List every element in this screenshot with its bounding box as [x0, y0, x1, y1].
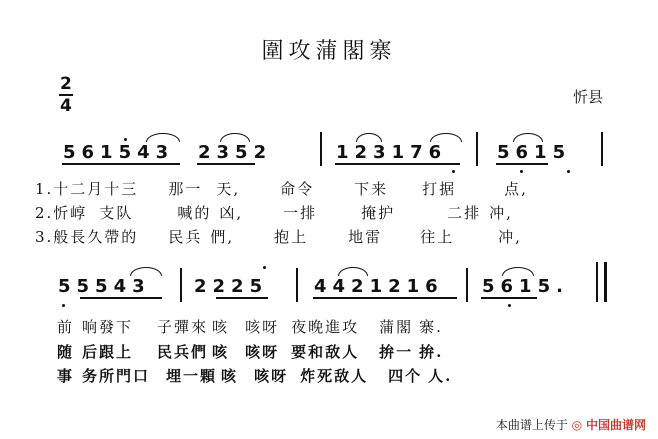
time-signature: [60, 74, 72, 116]
time-signature-top: 2: [60, 74, 72, 94]
lyric-1-3: 3.般長久帶的 民兵 們, 抱上 地雷 往上 冲,: [35, 228, 522, 246]
measure-1-4: 5615: [497, 142, 572, 163]
footer-credit[interactable]: [496, 416, 646, 433]
footer-brand[interactable]: 中国曲谱网: [585, 418, 646, 432]
time-signature-bottom: 4: [60, 96, 72, 116]
measure-1-3: 123176: [336, 142, 448, 163]
lyric-1-2: 2.忻崞 支队 喊的 凶, 一排 掩护 二排 冲,: [35, 204, 513, 222]
song-title: 圍攻蒲閣寨: [261, 39, 397, 64]
measure-1-2: 2352: [198, 142, 273, 163]
measure-2-4: 5615.: [482, 276, 569, 297]
footer-prefix: 本曲谱上传于: [495, 418, 568, 432]
lyric-2-3: 事 务所門口 埋一顆 咳 咳呀 炸死敌人 四个 人.: [57, 367, 453, 385]
lyric-2-2: 随 后跟上 民兵們 咳 咳呀 要和敌人 拚一 拚.: [57, 343, 444, 361]
measure-1-1: 561543: [63, 142, 175, 163]
lyric-1-1: 1.十二月十三 那一 天, 命令 下来 打据 点,: [35, 180, 528, 198]
song-origin: 忻县: [572, 88, 603, 106]
site-logo-icon: ◎: [571, 418, 583, 432]
measure-2-2: 2225: [194, 276, 269, 297]
lyric-2-1: 前 响發下 子彈來 咳 咳呀 夜晚進攻 蒲閣 寨.: [57, 318, 443, 336]
measure-2-1: 55543: [58, 276, 151, 297]
measure-2-3: 4421216: [314, 276, 444, 297]
